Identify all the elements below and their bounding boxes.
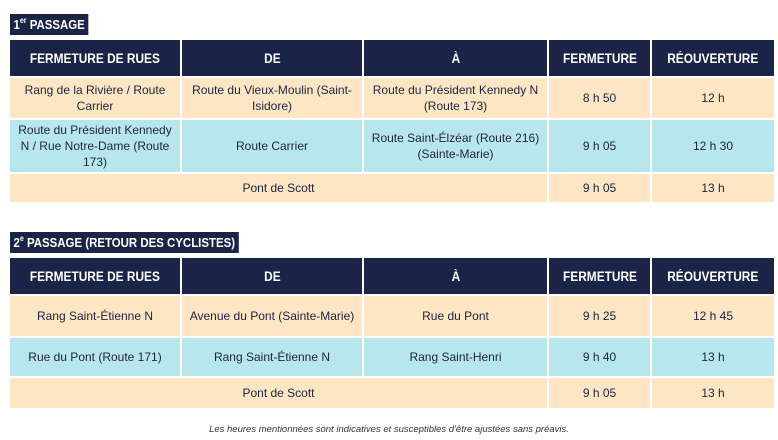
table-row	[10, 376, 774, 408]
cell-from: Rang Saint-Étienne N	[182, 336, 362, 376]
cell-to: Route Saint-Élzéar (Route 216) (Sainte-Marie)	[364, 118, 547, 172]
footnote: Les heures mentionnées sont indicatives et susceptibles d'être ajustées sans préavis.	[209, 424, 569, 435]
header-reopening-time: RÉOUVERTURE	[652, 258, 774, 294]
cell-closing-time: 9 h 05	[549, 172, 650, 202]
section-2-title-number: 2	[13, 235, 20, 250]
section-2-table	[8, 258, 776, 408]
section-2-title	[10, 232, 239, 253]
header-street: FERMETURE DE RUES	[10, 258, 180, 294]
cell-closing-time: 9 h 40	[549, 336, 650, 376]
table-row	[10, 336, 774, 376]
cell-to: Route du Président Kennedy N (Route 173)	[364, 76, 547, 118]
table-row	[10, 172, 774, 202]
cell-street: Rue du Pont (Route 171)	[10, 336, 180, 376]
header-to: À	[364, 40, 547, 76]
cell-to: Rue du Pont	[364, 294, 547, 336]
cell-merged-location: Pont de Scott	[10, 376, 547, 408]
header-reopening-time: RÉOUVERTURE	[652, 40, 774, 76]
section-2-title-sup: e	[19, 233, 24, 243]
cell-closing-time: 9 h 05	[549, 118, 650, 172]
section-1-title-text: PASSAGE	[26, 17, 85, 32]
cell-reopening-time: 13 h	[652, 172, 774, 202]
section-1-title-sup: er	[19, 15, 27, 25]
table-row	[10, 294, 774, 336]
cell-street: Route du Président Kennedy N / Rue Notre-Dame (Route 173)	[10, 118, 180, 172]
cell-closing-time: 8 h 50	[549, 76, 650, 118]
cell-reopening-time: 13 h	[652, 376, 774, 408]
cell-reopening-time: 12 h 45	[652, 294, 774, 336]
cell-from: Route Carrier	[182, 118, 362, 172]
table-row	[10, 76, 774, 118]
section-2-title-text: PASSAGE (RETOUR DES CYCLISTES)	[23, 235, 236, 250]
section-1-table	[8, 40, 776, 202]
cell-street: Rang Saint-Étienne N	[10, 294, 180, 336]
cell-merged-location: Pont de Scott	[10, 172, 547, 202]
header-closing-time: FERMETURE	[549, 258, 650, 294]
table-header-row	[10, 40, 774, 76]
cell-closing-time: 9 h 05	[549, 376, 650, 408]
cell-from: Avenue du Pont (Sainte-Marie)	[182, 294, 362, 336]
cell-street: Rang de la Rivière / Route Carrier	[10, 76, 180, 118]
cell-reopening-time: 13 h	[652, 336, 774, 376]
section-1-title-number: 1	[13, 17, 20, 32]
section-1-title	[10, 14, 88, 35]
cell-closing-time: 9 h 25	[549, 294, 650, 336]
header-closing-time: FERMETURE	[549, 40, 650, 76]
header-from: DE	[182, 258, 362, 294]
cell-reopening-time: 12 h	[652, 76, 774, 118]
table-header-row	[10, 258, 774, 294]
header-to: À	[364, 258, 547, 294]
cell-from: Route du Vieux-Moulin (Saint-Isidore)	[182, 76, 362, 118]
header-street: FERMETURE DE RUES	[10, 40, 180, 76]
cell-to: Rang Saint-Henri	[364, 336, 547, 376]
table-row	[10, 118, 774, 172]
cell-reopening-time: 12 h 30	[652, 118, 774, 172]
header-from: DE	[182, 40, 362, 76]
